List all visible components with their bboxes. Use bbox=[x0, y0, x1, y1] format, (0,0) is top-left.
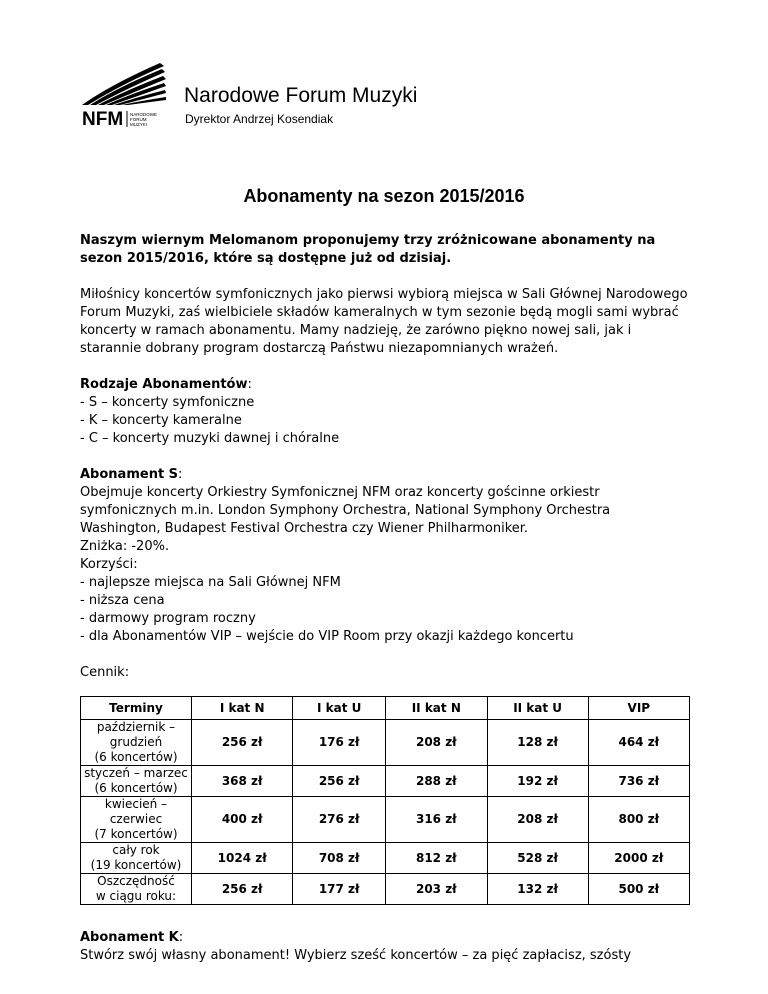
column-header: Terminy bbox=[81, 697, 192, 720]
price-cell: 128 zł bbox=[487, 720, 588, 766]
abonament-s-heading: Abonament S bbox=[80, 467, 179, 482]
price-cell: 464 zł bbox=[588, 720, 689, 766]
price-cell: 528 zł bbox=[487, 843, 588, 874]
benefits-heading: Korzyści: bbox=[80, 557, 138, 572]
nfm-logo bbox=[80, 55, 180, 130]
column-header: II kat N bbox=[386, 697, 488, 720]
price-cell: 256 zł bbox=[192, 874, 293, 905]
price-cell: 208 zł bbox=[487, 797, 588, 843]
term-cell: Oszczędność w ciągu roku: bbox=[81, 874, 192, 905]
column-header: II kat U bbox=[487, 697, 588, 720]
price-cell: 176 zł bbox=[293, 720, 386, 766]
price-cell: 192 zł bbox=[487, 766, 588, 797]
price-cell: 177 zł bbox=[293, 874, 386, 905]
header bbox=[80, 55, 520, 135]
table-row bbox=[81, 797, 690, 843]
abonament-k-section: Abonament K: Stwórz swój własny abonament! Wybierz sześć koncertów – za pięć zapłacisz, szósty bbox=[80, 929, 690, 965]
price-cell: 368 zł bbox=[192, 766, 293, 797]
abonament-k-text: Stwórz swój własny abonament! Wybierz sześć koncertów – za pięć zapłacisz, szósty bbox=[80, 948, 632, 963]
svg-text:FORUM: FORUM bbox=[130, 117, 147, 122]
price-cell: 400 zł bbox=[192, 797, 293, 843]
column-header: I kat N bbox=[192, 697, 293, 720]
types-section: Rodzaje Abonamentów: - S – koncerty symfoniczne - K – koncerty kameralne - C – koncerty muzyki dawnej i chóralne bbox=[80, 376, 690, 448]
abonament-k-heading: Abonament K bbox=[80, 930, 179, 945]
term-cell: październik – grudzień (6 koncertów) bbox=[81, 720, 192, 766]
price-cell: 288 zł bbox=[386, 766, 488, 797]
list-item: - niższa cena bbox=[80, 593, 165, 608]
page-title: Abonamenty na sezon 2015/2016 bbox=[243, 186, 525, 206]
list-item: - dla Abonamentów VIP – wejście do VIP Room przy okazji każdego koncertu bbox=[80, 629, 574, 644]
price-cell: 2000 zł bbox=[588, 843, 689, 874]
price-cell: 736 zł bbox=[588, 766, 689, 797]
price-cell: 256 zł bbox=[293, 766, 386, 797]
svg-text:NFM: NFM bbox=[82, 109, 124, 130]
column-header: I kat U bbox=[293, 697, 386, 720]
abonament-s-discount: Zniżka: -20%. bbox=[80, 539, 170, 554]
intro-lead: Naszym wiernym Melomanom proponujemy trzy zróżnicowane abonamenty na sezon 2015/2016, które są dostępne już od dzisiaj. bbox=[80, 233, 656, 266]
price-cell: 276 zł bbox=[293, 797, 386, 843]
intro-paragraph: Miłośnicy koncertów symfonicznych jako pierwsi wybiorą miejsca w Sali Głównej Narodowego Forum Muzyki, zaś wielbiciele składów kameralnych w tym sezonie będą mogli sami wybrać koncerty w ramach abonamentu. Mamy nadzieję, że zarówno piękno nowej sali, jak i starannie dobrany program dostarczą Państwu niezapomnianych wrażeń. bbox=[80, 287, 688, 356]
price-cell: 1024 zł bbox=[192, 843, 293, 874]
term-cell: kwiecień – czerwiec (7 koncertów) bbox=[81, 797, 192, 843]
table-row bbox=[81, 720, 690, 766]
list-item: - najlepsze miejsca na Sali Głównej NFM bbox=[80, 575, 341, 590]
term-cell: styczeń – marzec (6 koncertów) bbox=[81, 766, 192, 797]
document-body bbox=[80, 232, 690, 983]
list-item: - K – koncerty kameralne bbox=[80, 413, 242, 428]
svg-text:NARODOWE: NARODOWE bbox=[130, 112, 157, 117]
price-cell: 208 zł bbox=[386, 720, 488, 766]
abonament-s-description: Obejmuje koncerty Orkiestry Symfonicznej NFM oraz koncerty gościnne orkiestr symfonicznych m.in. London Symphony Orchestra, National Symphony Orchestra Washington, Budapest Festival Orchestra czy Wiener Philharmoniker. bbox=[80, 485, 611, 536]
svg-text:MUZYKI: MUZYKI bbox=[130, 122, 148, 127]
price-cell: 256 zł bbox=[192, 720, 293, 766]
table-row bbox=[81, 766, 690, 797]
price-cell: 708 zł bbox=[293, 843, 386, 874]
abonament-s-section: Abonament S: Obejmuje koncerty Orkiestry Symfonicznej NFM oraz koncerty gościnne orkiestr symfonicznych m.in. London Symphony Orchestra, National Symphony Orchestra Washington, Budapest Festival Orchestra czy Wiener Philharmoniker. Zniżka: -20%. Korzyści: - najlepsze miejsca na Sali Głównej NFM - niższa cena - darmowy program roczny - dla Abonamentów VIP – wejście do VIP Room przy okazji każdego koncertu bbox=[80, 466, 690, 646]
list-item: - darmowy program roczny bbox=[80, 611, 256, 626]
price-table bbox=[80, 696, 690, 905]
director-line: Dyrektor Andrzej Kosendiak bbox=[185, 112, 334, 126]
types-heading: Rodzaje Abonamentów bbox=[80, 377, 248, 392]
price-cell: 500 zł bbox=[588, 874, 689, 905]
price-cell: 203 zł bbox=[386, 874, 488, 905]
cennik-label: Cennik: bbox=[80, 665, 130, 680]
term-cell: cały rok (19 koncertów) bbox=[81, 843, 192, 874]
table-row bbox=[81, 843, 690, 874]
org-name: Narodowe Forum Muzyki bbox=[184, 84, 418, 107]
price-cell: 132 zł bbox=[487, 874, 588, 905]
price-cell: 316 zł bbox=[386, 797, 488, 843]
column-header: VIP bbox=[588, 697, 689, 720]
table-row bbox=[81, 874, 690, 905]
price-cell: 812 zł bbox=[386, 843, 488, 874]
price-cell: 800 zł bbox=[588, 797, 689, 843]
list-item: - S – koncerty symfoniczne bbox=[80, 395, 255, 410]
table-header-row bbox=[81, 697, 690, 720]
list-item: - C – koncerty muzyki dawnej i chóralne bbox=[80, 431, 340, 446]
